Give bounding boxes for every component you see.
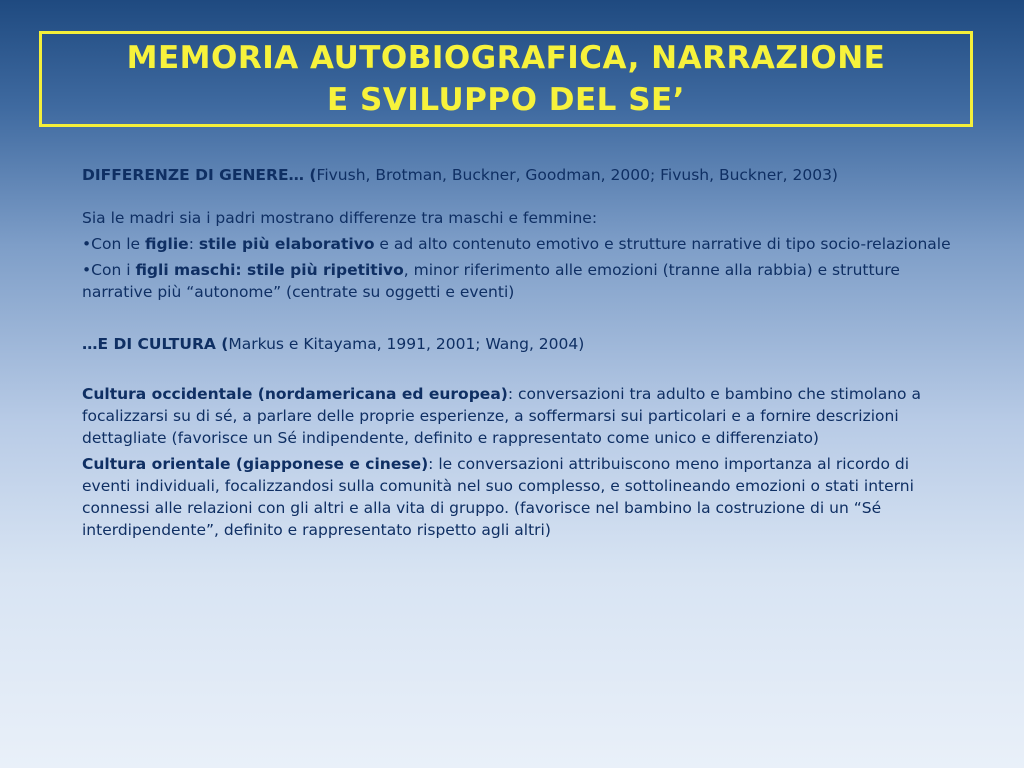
- western-culture-text: : conversazioni tra adulto e bambino che stimolano a focalizzarsi su di sé, a parlare delle proprie esperienze, a soffermarsi sui particolari e a fornire descrizioni dettagliate (favorisce un Sé indipendente, definito e rappresentato come unico e differenziato): [82, 385, 921, 447]
- western-culture-label: Cultura occidentale (nordamericana ed europea): [82, 385, 508, 403]
- bullet-daughters: [82, 233, 962, 255]
- bullet-sons: [82, 259, 962, 303]
- eastern-culture-paragraph: [82, 453, 962, 541]
- bullet-daughters-colon: :: [188, 235, 199, 253]
- bullet-daughters-bold-1: figlie: [144, 235, 189, 253]
- slide-title-box: [39, 31, 973, 127]
- eastern-culture-text: : le conversazioni attribuiscono meno importanza al ricordo di eventi individuali, focalizzandosi sulla comunità nel suo complesso, e sottolineando emozioni o stati interni connessi alle relazioni con gli altri e alla vita di gruppo. (favorisce nel bambino la costruzione di un “Sé interdipendente”, definito e rappresentato rispetto agli altri): [82, 455, 914, 539]
- gender-differences-paragraph: [82, 164, 962, 186]
- culture-heading: …E DI CULTURA (: [82, 335, 229, 353]
- bullet-sons-bold: figli maschi: stile più ripetitivo: [135, 261, 404, 279]
- parents-intro-text: Sia le madri sia i padri mostrano differenze tra maschi e femmine:: [82, 209, 598, 227]
- bullet-sons-prefix: •Con i: [82, 261, 136, 279]
- culture-references: Markus e Kitayama, 1991, 2001; Wang, 2004): [228, 335, 585, 353]
- gender-differences-heading: DIFFERENZE DI GENERE… (: [82, 166, 317, 184]
- culture-paragraph: [82, 333, 962, 355]
- bullet-daughters-bold-2: stile più elaborativo: [198, 235, 375, 253]
- slide-body: [82, 164, 962, 541]
- western-culture-paragraph: [82, 383, 962, 449]
- eastern-culture-label: Cultura orientale (giapponese e cinese): [82, 455, 429, 473]
- slide-title-line-1: MEMORIA AUTOBIOGRAFICA, NARRAZIONE: [126, 40, 886, 76]
- bullet-daughters-prefix: •Con le: [82, 235, 145, 253]
- gender-differences-references: Fivush, Brotman, Buckner, Goodman, 2000; Fivush, Buckner, 2003): [316, 166, 838, 184]
- bullet-sons-text: , minor riferimento alle emozioni (tranne alla rabbia) e strutture narrative più “autonome” (centrate su oggetti e eventi): [82, 261, 900, 301]
- bullet-daughters-text: e ad alto contenuto emotivo e strutture narrative di tipo socio-relazionale: [374, 235, 951, 253]
- slide-title-line-2: E SVILUPPO DEL SE’: [327, 82, 685, 118]
